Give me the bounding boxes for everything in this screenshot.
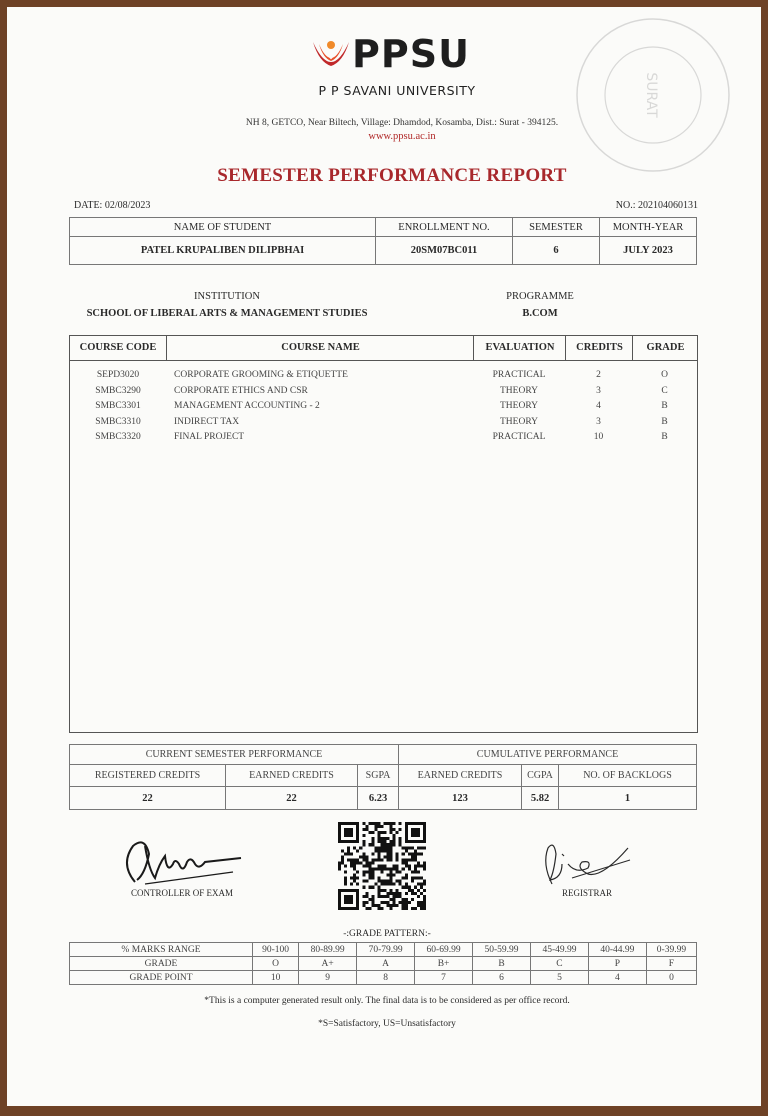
earned-credits-current-value: 22 (226, 787, 358, 810)
grade-pattern-cell: 5 (530, 971, 588, 985)
svg-text:SURAT: SURAT (643, 72, 659, 118)
student-table-row (70, 237, 697, 265)
header-registered-credits: REGISTERED CREDITS (70, 765, 226, 787)
grade-pattern-cell: C (530, 957, 588, 971)
grade-point-row (70, 971, 697, 985)
university-address: NH 8, GETCO, Near Biltech, Village: Dhamdod, Kosamba, Dist.: Surat - 394125. (245, 118, 559, 128)
course-grade: O (661, 370, 668, 380)
header-semester: SEMESTER (513, 218, 600, 237)
header-grade: GRADE (632, 336, 698, 360)
course-evaluation: THEORY (500, 385, 538, 396)
controller-of-exam-label: CONTROLLER OF EXAM (130, 888, 233, 898)
student-info-table (69, 217, 697, 265)
header-earned-credits-current: EARNED CREDITS (226, 765, 358, 787)
grade-pattern-cell: 70-79.99 (357, 943, 415, 957)
grade-pattern-cell: 10 (253, 971, 299, 985)
report-date: DATE: 02/08/2023 (74, 200, 151, 211)
registrar-label: REGISTRAR (561, 888, 612, 898)
course-row (70, 415, 697, 430)
performance-group-header (70, 745, 697, 765)
grade-pattern-row-label: GRADE POINT (70, 971, 253, 985)
grade-pattern-cell: 50-59.99 (473, 943, 531, 957)
header-evaluation: EVALUATION (473, 336, 566, 360)
course-credits: 3 (596, 416, 601, 427)
sgpa-value: 6.23 (358, 787, 399, 810)
grade-pattern-cell: 60-69.99 (415, 943, 473, 957)
grade-pattern-cell: 9 (299, 971, 357, 985)
registered-credits-value: 22 (70, 787, 226, 810)
grade-pattern-cell: 8 (357, 971, 415, 985)
grade-pattern-cell: 7 (415, 971, 473, 985)
course-table (69, 335, 698, 733)
course-code: SMBC3310 (95, 416, 141, 427)
header-course-code: COURSE CODE (79, 342, 157, 353)
grade-pattern-cell: 80-89.99 (299, 943, 357, 957)
grade-pattern-cell: 40-44.99 (588, 943, 646, 957)
grade-pattern-title: -:GRADE PATTERN:- (343, 929, 431, 939)
marks-range-row (70, 943, 697, 957)
earned-credits-cumulative-value: 123 (399, 787, 522, 810)
grade-pattern-cell: 0 (646, 971, 696, 985)
student-name: PATEL KRUPALIBEN DILIPBHAI (70, 237, 376, 265)
report-title: SEMESTER PERFORMANCE REPORT (217, 165, 567, 186)
registrar-signature (532, 834, 632, 889)
grade-pattern-cell: 90-100 (253, 943, 299, 957)
ppsu-logo-icon (309, 36, 353, 76)
student-table-header (70, 218, 697, 237)
grade-pattern-cell: F (646, 957, 696, 971)
course-code: SMBC3320 (95, 432, 141, 442)
course-row (70, 399, 697, 414)
satisfactory-legend-note: *S=Satisfactory, US=Unsatisfactory (318, 1019, 456, 1029)
cgpa-value: 5.82 (522, 787, 559, 810)
report-number: NO.: 202104060131 (615, 200, 698, 211)
course-evaluation: PRACTICAL (492, 432, 546, 442)
header-cgpa: CGPA (522, 765, 559, 787)
university-name: P P SAVANI UNIVERSITY (318, 83, 476, 98)
controller-signature (115, 834, 245, 889)
grade-pattern-cell: A (357, 957, 415, 971)
programme-label: PROGRAMME (506, 291, 574, 302)
header-credits: CREDITS (565, 336, 633, 360)
performance-column-header (70, 765, 697, 787)
current-semester-performance-title: CURRENT SEMESTER PERFORMANCE (70, 745, 399, 765)
course-grade: B (661, 401, 668, 411)
course-credits: 2 (596, 370, 601, 380)
grade-pattern-cell: P (588, 957, 646, 971)
course-table-header (70, 336, 697, 361)
grade-row (70, 957, 697, 971)
grade-pattern-cell: 4 (588, 971, 646, 985)
grade-pattern-cell: 45-49.99 (530, 943, 588, 957)
course-credits: 10 (593, 432, 604, 442)
course-credits: 3 (596, 385, 601, 396)
semester-value: 6 (513, 237, 600, 265)
course-evaluation: THEORY (500, 401, 538, 411)
university-website-link[interactable]: www.ppsu.ac.in (368, 131, 436, 142)
grade-pattern-table (69, 942, 697, 985)
cumulative-performance-title: CUMULATIVE PERFORMANCE (399, 745, 697, 765)
grade-pattern-cell: O (253, 957, 299, 971)
enrollment-no: 20SM07BC011 (376, 237, 513, 265)
course-code: SMBC3290 (95, 385, 141, 396)
course-row (70, 368, 697, 383)
university-seal (573, 15, 733, 175)
course-grade: B (661, 416, 668, 427)
grade-pattern-cell: A+ (299, 957, 357, 971)
course-name: CORPORATE ETHICS AND CSR (174, 385, 308, 396)
header-no-of-backlogs: NO. OF BACKLOGS (559, 765, 697, 787)
course-evaluation: PRACTICAL (492, 370, 546, 380)
header-enrollment-no: ENROLLMENT NO. (376, 218, 513, 237)
course-name: FINAL PROJECT (174, 432, 245, 442)
performance-values-row (70, 787, 697, 810)
grade-pattern-row-label: % MARKS RANGE (70, 943, 253, 957)
course-code: SEPD3020 (96, 370, 140, 380)
grade-pattern-row-label: GRADE (70, 957, 253, 971)
grade-pattern-cell: B (473, 957, 531, 971)
institution-value: SCHOOL OF LIBERAL ARTS & MANAGEMENT STUDIES (86, 308, 368, 319)
course-credits: 4 (596, 401, 601, 411)
course-code: SMBC3301 (95, 401, 141, 411)
grade-pattern-cell: 6 (473, 971, 531, 985)
month-year-value: JULY 2023 (600, 237, 697, 265)
course-name: CORPORATE GROOMING & ETIQUETTE (174, 370, 348, 380)
grade-pattern-cell: B+ (415, 957, 473, 971)
header-course-name: COURSE NAME (166, 336, 474, 360)
course-grade: B (661, 432, 668, 442)
course-row (70, 384, 697, 399)
logo-text: PPSU (352, 32, 470, 76)
institution-label: INSTITUTION (194, 291, 260, 302)
course-name: MANAGEMENT ACCOUNTING - 2 (174, 401, 320, 411)
header-earned-credits-cumulative: EARNED CREDITS (399, 765, 522, 787)
course-name: INDIRECT TAX (174, 416, 240, 427)
programme-value: B.COM (522, 308, 558, 319)
course-evaluation: THEORY (500, 416, 538, 427)
course-row (70, 430, 697, 445)
disclaimer-note: *This is a computer generated result only. The final data is to be considered as per office record. (204, 996, 570, 1006)
header-name-of-student: NAME OF STUDENT (70, 218, 376, 237)
performance-table (69, 744, 697, 810)
header-sgpa: SGPA (358, 765, 399, 787)
course-grade: C (661, 385, 668, 396)
verification-qr-code[interactable] (338, 822, 426, 910)
report-page (7, 7, 761, 1106)
header-month-year: MONTH-YEAR (600, 218, 697, 237)
backlogs-value: 1 (559, 787, 697, 810)
grade-pattern-cell: 0-39.99 (646, 943, 696, 957)
